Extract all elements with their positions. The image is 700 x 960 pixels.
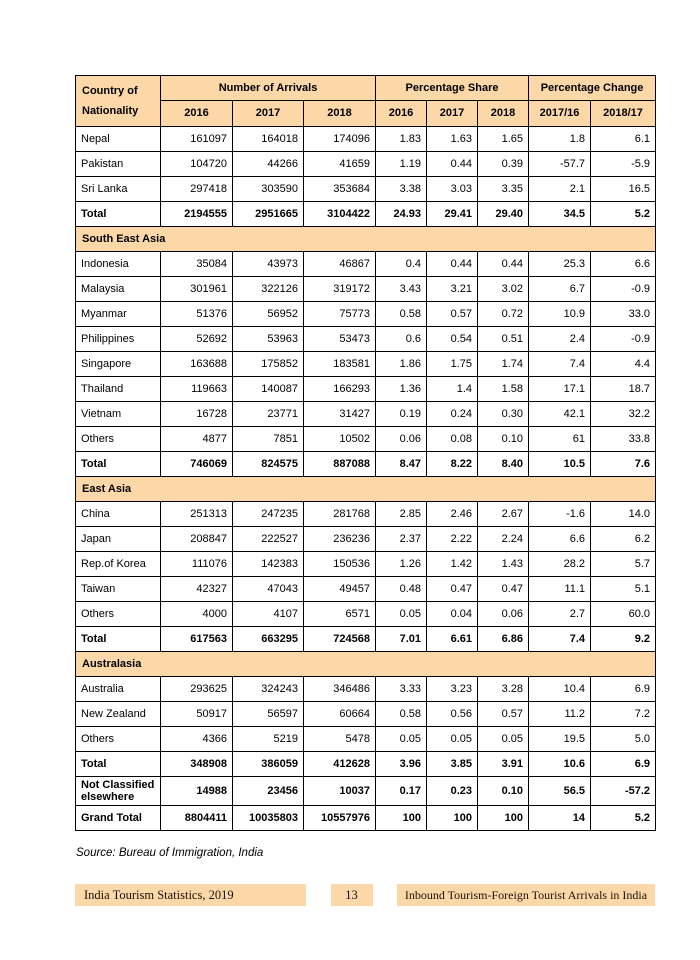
value-cell: 41659 bbox=[304, 152, 376, 177]
value-cell: 10035803 bbox=[233, 806, 304, 831]
country-name: Japan bbox=[76, 527, 161, 552]
change-group-header: Percentage Change bbox=[529, 76, 656, 101]
table-row bbox=[76, 677, 656, 702]
country-name: Taiwan bbox=[76, 577, 161, 602]
value-cell: 6.6 bbox=[591, 252, 656, 277]
region-section-label: South East Asia bbox=[76, 227, 656, 252]
value-cell: 1.4 bbox=[427, 377, 478, 402]
table-row bbox=[76, 552, 656, 577]
country-name: Malaysia bbox=[76, 277, 161, 302]
value-cell: 2.85 bbox=[376, 502, 427, 527]
value-cell: 617563 bbox=[161, 627, 233, 652]
table-header bbox=[76, 76, 656, 127]
value-cell: 0.06 bbox=[478, 602, 529, 627]
value-cell: 24.93 bbox=[376, 202, 427, 227]
value-cell: 56.5 bbox=[529, 777, 591, 806]
value-cell: 17.1 bbox=[529, 377, 591, 402]
value-cell: 140087 bbox=[233, 377, 304, 402]
value-cell: 0.57 bbox=[478, 702, 529, 727]
value-cell: 247235 bbox=[233, 502, 304, 527]
value-cell: 8804411 bbox=[161, 806, 233, 831]
value-cell: 163688 bbox=[161, 352, 233, 377]
value-cell: 0.04 bbox=[427, 602, 478, 627]
value-cell: 3.23 bbox=[427, 677, 478, 702]
country-column-header: Country of Nationality bbox=[76, 76, 161, 127]
year-column-header: 2017 bbox=[233, 100, 304, 126]
country-name: Vietnam bbox=[76, 402, 161, 427]
value-cell: 0.19 bbox=[376, 402, 427, 427]
value-cell: 10.5 bbox=[529, 452, 591, 477]
value-cell: 3.35 bbox=[478, 177, 529, 202]
country-name: China bbox=[76, 502, 161, 527]
value-cell: 3.28 bbox=[478, 677, 529, 702]
value-cell: 0.6 bbox=[376, 327, 427, 352]
value-cell: 281768 bbox=[304, 502, 376, 527]
value-cell: 0.51 bbox=[478, 327, 529, 352]
value-cell: 11.1 bbox=[529, 577, 591, 602]
value-cell: 222527 bbox=[233, 527, 304, 552]
table-row bbox=[76, 402, 656, 427]
value-cell: 2194555 bbox=[161, 202, 233, 227]
country-name: Australia bbox=[76, 677, 161, 702]
value-cell: 322126 bbox=[233, 277, 304, 302]
value-cell: 0.72 bbox=[478, 302, 529, 327]
value-cell: 42327 bbox=[161, 577, 233, 602]
year-column-header: 2017 bbox=[427, 100, 478, 126]
value-cell: 2.67 bbox=[478, 502, 529, 527]
value-cell: 208847 bbox=[161, 527, 233, 552]
value-cell: 319172 bbox=[304, 277, 376, 302]
value-cell: 142383 bbox=[233, 552, 304, 577]
country-name: Rep.of Korea bbox=[76, 552, 161, 577]
value-cell: 8.22 bbox=[427, 452, 478, 477]
country-name: New Zealand bbox=[76, 702, 161, 727]
country-name: Total bbox=[76, 452, 161, 477]
table-row bbox=[76, 352, 656, 377]
value-cell: 0.47 bbox=[427, 577, 478, 602]
value-cell: 6.1 bbox=[591, 127, 656, 152]
value-cell: 56952 bbox=[233, 302, 304, 327]
year-column-header: 2016 bbox=[376, 100, 427, 126]
value-cell: 46867 bbox=[304, 252, 376, 277]
value-cell: 0.10 bbox=[478, 777, 529, 806]
value-cell: 0.58 bbox=[376, 302, 427, 327]
value-cell: 5.1 bbox=[591, 577, 656, 602]
table-row bbox=[76, 502, 656, 527]
value-cell: 34.5 bbox=[529, 202, 591, 227]
value-cell: 0.23 bbox=[427, 777, 478, 806]
value-cell: 111076 bbox=[161, 552, 233, 577]
value-cell: 0.39 bbox=[478, 152, 529, 177]
value-cell: 4000 bbox=[161, 602, 233, 627]
value-cell: 887088 bbox=[304, 452, 376, 477]
country-name: Singapore bbox=[76, 352, 161, 377]
value-cell: 29.40 bbox=[478, 202, 529, 227]
country-name: Others bbox=[76, 427, 161, 452]
value-cell: 161097 bbox=[161, 127, 233, 152]
section-row bbox=[76, 477, 656, 502]
country-name: Others bbox=[76, 727, 161, 752]
value-cell: 6.2 bbox=[591, 527, 656, 552]
value-cell: 3.43 bbox=[376, 277, 427, 302]
value-cell: 3.85 bbox=[427, 752, 478, 777]
value-cell: 75773 bbox=[304, 302, 376, 327]
value-cell: 183581 bbox=[304, 352, 376, 377]
value-cell: 3.21 bbox=[427, 277, 478, 302]
table-row bbox=[76, 452, 656, 477]
value-cell: 53963 bbox=[233, 327, 304, 352]
value-cell: 0.54 bbox=[427, 327, 478, 352]
value-cell: 0.47 bbox=[478, 577, 529, 602]
value-cell: 6.6 bbox=[529, 527, 591, 552]
value-cell: 14 bbox=[529, 806, 591, 831]
value-cell: 7851 bbox=[233, 427, 304, 452]
value-cell: 0.58 bbox=[376, 702, 427, 727]
value-cell: 164018 bbox=[233, 127, 304, 152]
table-row bbox=[76, 427, 656, 452]
value-cell: 1.8 bbox=[529, 127, 591, 152]
value-cell: 0.05 bbox=[427, 727, 478, 752]
value-cell: 5.7 bbox=[591, 552, 656, 577]
value-cell: 175852 bbox=[233, 352, 304, 377]
value-cell: 3104422 bbox=[304, 202, 376, 227]
value-cell: 2951665 bbox=[233, 202, 304, 227]
value-cell: 5219 bbox=[233, 727, 304, 752]
value-cell: 9.2 bbox=[591, 627, 656, 652]
value-cell: 1.75 bbox=[427, 352, 478, 377]
value-cell: 0.05 bbox=[376, 602, 427, 627]
value-cell: 7.01 bbox=[376, 627, 427, 652]
value-cell: 0.48 bbox=[376, 577, 427, 602]
value-cell: 1.83 bbox=[376, 127, 427, 152]
value-cell: 4.4 bbox=[591, 352, 656, 377]
value-cell: 2.37 bbox=[376, 527, 427, 552]
value-cell: 3.33 bbox=[376, 677, 427, 702]
tourist-arrivals-table bbox=[75, 75, 656, 831]
value-cell: 100 bbox=[427, 806, 478, 831]
value-cell: 0.24 bbox=[427, 402, 478, 427]
value-cell: 166293 bbox=[304, 377, 376, 402]
value-cell: -5.9 bbox=[591, 152, 656, 177]
page-footer bbox=[75, 884, 655, 906]
value-cell: 6.86 bbox=[478, 627, 529, 652]
value-cell: 4366 bbox=[161, 727, 233, 752]
value-cell: 0.05 bbox=[478, 727, 529, 752]
table-row bbox=[76, 702, 656, 727]
value-cell: 0.08 bbox=[427, 427, 478, 452]
table-row bbox=[76, 752, 656, 777]
value-cell: 56597 bbox=[233, 702, 304, 727]
value-cell: 0.44 bbox=[427, 252, 478, 277]
value-cell: 6.61 bbox=[427, 627, 478, 652]
value-cell: 303590 bbox=[233, 177, 304, 202]
value-cell: 1.58 bbox=[478, 377, 529, 402]
value-cell: 61 bbox=[529, 427, 591, 452]
value-cell: 18.7 bbox=[591, 377, 656, 402]
table-row bbox=[76, 152, 656, 177]
arrivals-group-header: Number of Arrivals bbox=[161, 76, 376, 101]
value-cell: 10557976 bbox=[304, 806, 376, 831]
table-row bbox=[76, 627, 656, 652]
value-cell: 43973 bbox=[233, 252, 304, 277]
value-cell: 104720 bbox=[161, 152, 233, 177]
value-cell: 1.36 bbox=[376, 377, 427, 402]
value-cell: 8.47 bbox=[376, 452, 427, 477]
change-column-header: 2018/17 bbox=[591, 100, 656, 126]
value-cell: 53473 bbox=[304, 327, 376, 352]
table-row bbox=[76, 277, 656, 302]
value-cell: 2.4 bbox=[529, 327, 591, 352]
region-section-label: Australasia bbox=[76, 652, 656, 677]
country-name: Philippines bbox=[76, 327, 161, 352]
country-name: Sri Lanka bbox=[76, 177, 161, 202]
value-cell: 0.10 bbox=[478, 427, 529, 452]
value-cell: 1.42 bbox=[427, 552, 478, 577]
value-cell: 2.22 bbox=[427, 527, 478, 552]
value-cell: 25.3 bbox=[529, 252, 591, 277]
table-row bbox=[76, 377, 656, 402]
value-cell: 2.46 bbox=[427, 502, 478, 527]
value-cell: 32.2 bbox=[591, 402, 656, 427]
page-number: 13 bbox=[331, 884, 373, 906]
value-cell: 0.44 bbox=[478, 252, 529, 277]
value-cell: 0.30 bbox=[478, 402, 529, 427]
value-cell: -57.2 bbox=[591, 777, 656, 806]
value-cell: 31427 bbox=[304, 402, 376, 427]
value-cell: 33.0 bbox=[591, 302, 656, 327]
country-name: Total bbox=[76, 752, 161, 777]
value-cell: 50917 bbox=[161, 702, 233, 727]
value-cell: 6.7 bbox=[529, 277, 591, 302]
value-cell: 23771 bbox=[233, 402, 304, 427]
table-row bbox=[76, 202, 656, 227]
value-cell: 1.63 bbox=[427, 127, 478, 152]
value-cell: 23456 bbox=[233, 777, 304, 806]
table-row bbox=[76, 177, 656, 202]
value-cell: 10502 bbox=[304, 427, 376, 452]
value-cell: 746069 bbox=[161, 452, 233, 477]
value-cell: 0.56 bbox=[427, 702, 478, 727]
value-cell: -0.9 bbox=[591, 277, 656, 302]
value-cell: 10.6 bbox=[529, 752, 591, 777]
value-cell: 10.9 bbox=[529, 302, 591, 327]
value-cell: 348908 bbox=[161, 752, 233, 777]
value-cell: 51376 bbox=[161, 302, 233, 327]
value-cell: 0.06 bbox=[376, 427, 427, 452]
footer-publication-title: India Tourism Statistics, 2019 bbox=[75, 884, 306, 906]
value-cell: 100 bbox=[376, 806, 427, 831]
share-group-header: Percentage Share bbox=[376, 76, 529, 101]
value-cell: 19.5 bbox=[529, 727, 591, 752]
value-cell: 1.86 bbox=[376, 352, 427, 377]
value-cell: 0.4 bbox=[376, 252, 427, 277]
value-cell: 7.6 bbox=[591, 452, 656, 477]
value-cell: 49457 bbox=[304, 577, 376, 602]
table-row bbox=[76, 127, 656, 152]
value-cell: 150536 bbox=[304, 552, 376, 577]
value-cell: 28.2 bbox=[529, 552, 591, 577]
value-cell: 0.57 bbox=[427, 302, 478, 327]
value-cell: 1.74 bbox=[478, 352, 529, 377]
footer-chapter-title: Inbound Tourism-Foreign Tourist Arrivals in India bbox=[397, 884, 655, 906]
value-cell: 5.2 bbox=[591, 202, 656, 227]
value-cell: 2.7 bbox=[529, 602, 591, 627]
year-column-header: 2016 bbox=[161, 100, 233, 126]
table-body bbox=[76, 127, 656, 831]
value-cell: 16.5 bbox=[591, 177, 656, 202]
value-cell: 236236 bbox=[304, 527, 376, 552]
value-cell: 6571 bbox=[304, 602, 376, 627]
value-cell: 3.91 bbox=[478, 752, 529, 777]
value-cell: 2.1 bbox=[529, 177, 591, 202]
year-column-header: 2018 bbox=[304, 100, 376, 126]
value-cell: 44266 bbox=[233, 152, 304, 177]
value-cell: 4107 bbox=[233, 602, 304, 627]
header-year-row bbox=[76, 100, 656, 126]
value-cell: 52692 bbox=[161, 327, 233, 352]
table-row bbox=[76, 252, 656, 277]
value-cell: -57.7 bbox=[529, 152, 591, 177]
value-cell: 1.19 bbox=[376, 152, 427, 177]
value-cell: 5.0 bbox=[591, 727, 656, 752]
country-name: Thailand bbox=[76, 377, 161, 402]
value-cell: 324243 bbox=[233, 677, 304, 702]
value-cell: 100 bbox=[478, 806, 529, 831]
value-cell: 16728 bbox=[161, 402, 233, 427]
country-name: Others bbox=[76, 602, 161, 627]
value-cell: 293625 bbox=[161, 677, 233, 702]
table-row bbox=[76, 727, 656, 752]
source-note: Source: Bureau of Immigration, India bbox=[76, 847, 264, 859]
country-name: Not Classified elsewhere bbox=[76, 777, 161, 806]
value-cell: 7.4 bbox=[529, 627, 591, 652]
country-name: Total bbox=[76, 627, 161, 652]
value-cell: -0.9 bbox=[591, 327, 656, 352]
value-cell: 8.40 bbox=[478, 452, 529, 477]
section-row bbox=[76, 652, 656, 677]
value-cell: 353684 bbox=[304, 177, 376, 202]
section-row bbox=[76, 227, 656, 252]
value-cell: 3.38 bbox=[376, 177, 427, 202]
change-column-header: 2017/16 bbox=[529, 100, 591, 126]
value-cell: 35084 bbox=[161, 252, 233, 277]
value-cell: 60664 bbox=[304, 702, 376, 727]
value-cell: 663295 bbox=[233, 627, 304, 652]
value-cell: 119663 bbox=[161, 377, 233, 402]
value-cell: 10.4 bbox=[529, 677, 591, 702]
value-cell: 4877 bbox=[161, 427, 233, 452]
table-row bbox=[76, 602, 656, 627]
value-cell: 3.96 bbox=[376, 752, 427, 777]
country-name: Indonesia bbox=[76, 252, 161, 277]
value-cell: 6.9 bbox=[591, 677, 656, 702]
table-row bbox=[76, 302, 656, 327]
value-cell: 5478 bbox=[304, 727, 376, 752]
value-cell: 14.0 bbox=[591, 502, 656, 527]
value-cell: 724568 bbox=[304, 627, 376, 652]
value-cell: 60.0 bbox=[591, 602, 656, 627]
value-cell: 386059 bbox=[233, 752, 304, 777]
value-cell: 3.02 bbox=[478, 277, 529, 302]
country-name: Total bbox=[76, 202, 161, 227]
country-name: Pakistan bbox=[76, 152, 161, 177]
value-cell: 7.2 bbox=[591, 702, 656, 727]
table-row bbox=[76, 527, 656, 552]
value-cell: 11.2 bbox=[529, 702, 591, 727]
country-name: Nepal bbox=[76, 127, 161, 152]
year-column-header: 2018 bbox=[478, 100, 529, 126]
value-cell: 3.03 bbox=[427, 177, 478, 202]
value-cell: 297418 bbox=[161, 177, 233, 202]
value-cell: 174096 bbox=[304, 127, 376, 152]
table-row bbox=[76, 327, 656, 352]
table-row bbox=[76, 577, 656, 602]
value-cell: 7.4 bbox=[529, 352, 591, 377]
region-section-label: East Asia bbox=[76, 477, 656, 502]
value-cell: 251313 bbox=[161, 502, 233, 527]
value-cell: 2.24 bbox=[478, 527, 529, 552]
value-cell: 0.17 bbox=[376, 777, 427, 806]
value-cell: 1.65 bbox=[478, 127, 529, 152]
value-cell: 33.8 bbox=[591, 427, 656, 452]
value-cell: 29.41 bbox=[427, 202, 478, 227]
value-cell: 0.05 bbox=[376, 727, 427, 752]
value-cell: 42.1 bbox=[529, 402, 591, 427]
value-cell: 301961 bbox=[161, 277, 233, 302]
value-cell: 1.43 bbox=[478, 552, 529, 577]
value-cell: 0.44 bbox=[427, 152, 478, 177]
country-name: Myanmar bbox=[76, 302, 161, 327]
value-cell: 412628 bbox=[304, 752, 376, 777]
country-name: Grand Total bbox=[76, 806, 161, 831]
value-cell: 10037 bbox=[304, 777, 376, 806]
value-cell: 1.26 bbox=[376, 552, 427, 577]
header-group-row bbox=[76, 76, 656, 101]
value-cell: 824575 bbox=[233, 452, 304, 477]
value-cell: 47043 bbox=[233, 577, 304, 602]
table-row bbox=[76, 777, 656, 806]
table-row bbox=[76, 806, 656, 831]
value-cell: 14988 bbox=[161, 777, 233, 806]
value-cell: 5.2 bbox=[591, 806, 656, 831]
value-cell: 6.9 bbox=[591, 752, 656, 777]
value-cell: -1.6 bbox=[529, 502, 591, 527]
value-cell: 346486 bbox=[304, 677, 376, 702]
